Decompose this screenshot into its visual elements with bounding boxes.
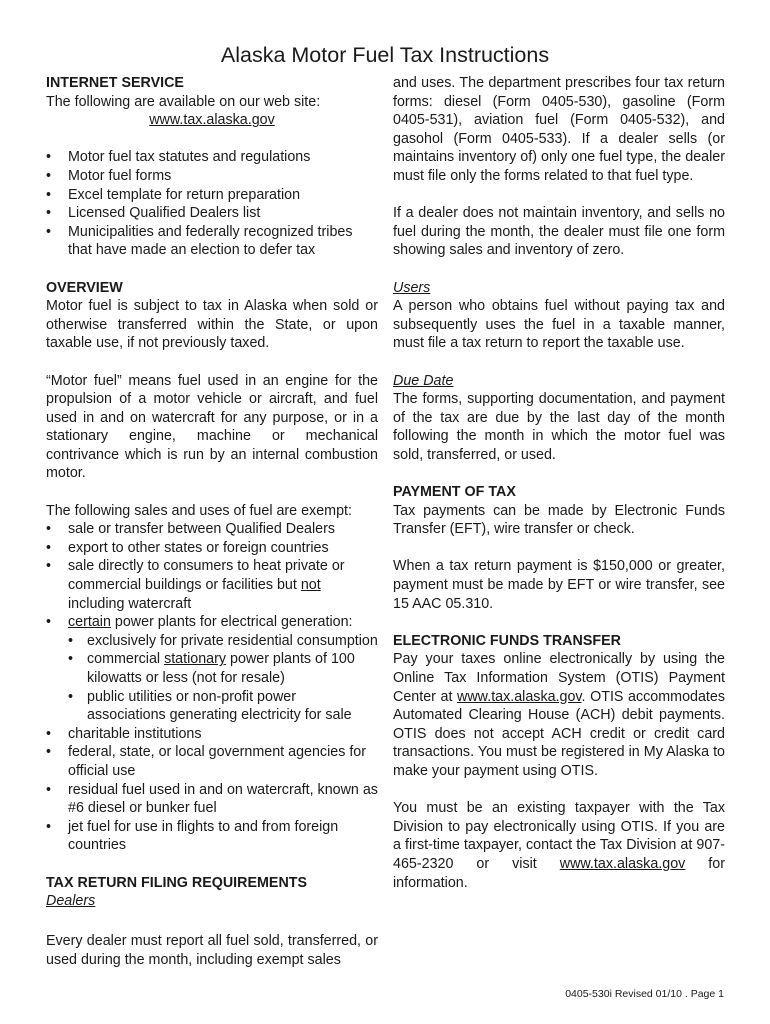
dealers-paragraph: and uses. The department prescribes four tax return forms: diesel (Form 0405-530), gasoline (Form 0405-531), aviation fuel (Form 0405-532), and gasohol (Form 0405-533). If a dealer sells (or maintains inventory of) only one fuel type, the dealer must file only the forms related to that fuel type. <box>393 75 725 184</box>
dealers-subheading: Dealers <box>46 893 96 910</box>
list-item: • Motor fuel tax statutes and regulations <box>46 148 378 167</box>
list-item: • export to other states or foreign countries <box>46 539 378 558</box>
no-inventory-paragraph: If a dealer does not maintain inventory, and sells no fuel during the month, the dealer must file one form showing sales and inventory of zero. <box>393 205 725 259</box>
users-paragraph: A person who obtains fuel without paying tax and subsequently uses the fuel in a taxable manner, must file a tax return to report the taxable use. <box>393 298 725 352</box>
list-item: • sale or transfer between Qualified Dealers <box>46 520 378 539</box>
dealers-paragraph-start <box>46 932 378 969</box>
list-item: • certain power plants for electrical generation: • exclusively for private residential consumption • commercial stationary power plants of 100 kilowatts or less (not for resale) • public utilities or non-profit power associations generating electricity for sale <box>46 613 378 725</box>
right-column <box>393 74 725 892</box>
overview-paragraph: Motor fuel is subject to tax in Alaska when sold or otherwise transferred within the State, or upon taxable use, if not previously taxed. <box>46 298 378 352</box>
page-title: Alaska Motor Fuel Tax Instructions <box>220 43 550 67</box>
list-item: • Licensed Qualified Dealers list <box>46 204 378 223</box>
dealers-paragraph-part: Every dealer must report all fuel sold, transferred, or used during the month, including exempt sales <box>46 933 378 968</box>
motor-fuel-definition: “Motor fuel” means fuel used in an engine for the propulsion of a motor vehicle or aircraft, and fuel used in and on watercraft for any purpose, or in a stationary engine, machine or mechanical contrivance which is run by an internal combustion motor. <box>46 372 378 482</box>
list-item: • residual fuel used in and on watercraft, known as #6 diesel or bunker fuel <box>46 781 378 818</box>
left-column <box>46 74 378 911</box>
internet-intro: The following are available on our web site: <box>46 93 321 110</box>
power-plant-sublist <box>68 632 378 725</box>
filing-requirements-heading: TAX RETURN FILING REQUIREMENTS <box>46 874 308 891</box>
eft-contact-paragraph: You must be an existing taxpayer with the Tax Division to pay electronically using OTIS. If you are a first-time taxpayer, contact the Tax Division at 907-465-2320 or visit www.tax.alaska.gov for information. <box>393 800 725 891</box>
tax-site-link[interactable]: www.tax.alaska.gov <box>559 855 686 872</box>
list-item: • federal, state, or local government agencies for official use <box>46 743 378 780</box>
page-footer: 0405-530i Revised 01/10 . Page 1 <box>565 988 724 1000</box>
payment-heading: PAYMENT OF TAX <box>393 484 516 501</box>
exempt-intro: The following sales and uses of fuel are exempt: <box>46 502 352 519</box>
otis-link[interactable]: www.tax.alaska.gov <box>457 688 582 705</box>
sublist-item: • exclusively for private residential consumption <box>68 632 378 651</box>
overview-heading: OVERVIEW <box>46 279 123 296</box>
list-item: • sale directly to consumers to heat private or commercial buildings or facilities but not including watercraft <box>46 557 378 613</box>
eft-heading: ELECTRONIC FUNDS TRANSFER <box>393 632 621 649</box>
list-item: • jet fuel for use in flights to and from foreign countries <box>46 818 378 855</box>
payment-paragraph: Tax payments can be made by Electronic Funds Transfer (EFT), wire transfer or check. <box>393 502 725 538</box>
exempt-list <box>46 520 378 855</box>
payment-threshold-paragraph: When a tax return payment is $150,000 or greater, payment must be made by EFT or wire transfer, see 15 AAC 05.310. <box>393 558 725 612</box>
eft-paragraph: Pay your taxes online electronically by using the Online Tax Information System (OTIS) Payment Center at www.tax.alaska.gov. OTIS accommodates Automated Clearing House (ACH) debit payments. OTIS does not accept ACH credit or credit card transactions. You must be registered in My Alaska to make your payment using OTIS. <box>393 651 725 779</box>
list-item: • Municipalities and federally recognized tribes that have made an election to defer tax <box>46 223 378 260</box>
web-resources-list <box>46 148 378 260</box>
website-link[interactable]: www.tax.alaska.gov <box>149 112 275 129</box>
users-subheading: Users <box>393 279 431 296</box>
due-date-subheading: Due Date <box>393 372 454 389</box>
sublist-item: • public utilities or non-profit power associations generating electricity for sale <box>68 688 378 725</box>
list-item: • Excel template for return preparation <box>46 186 378 205</box>
due-date-paragraph: The forms, supporting documentation, and payment of the tax are due by the last day of the month following the month in which the motor fuel was sold, transferred, or used. <box>393 391 725 463</box>
list-item: • Motor fuel forms <box>46 167 378 186</box>
internet-service-heading: INTERNET SERVICE <box>46 75 184 91</box>
sublist-item: • commercial stationary power plants of 100 kilowatts or less (not for resale) <box>68 650 378 687</box>
list-item: • charitable institutions <box>46 725 378 744</box>
